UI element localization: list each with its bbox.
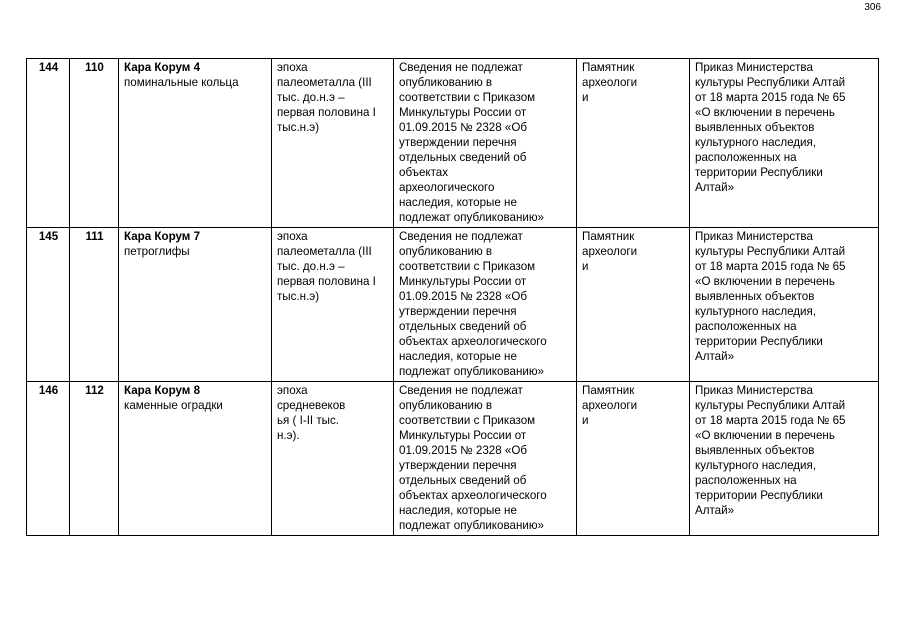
document-cell: Приказ Министерства культуры Республики Алтай от 18 марта 2015 года № 65 «О включении в перечень выявленных объектов культурного наследия, расположенных на территории Республики Алтай» <box>690 382 879 536</box>
row-number: 144 <box>27 59 70 228</box>
object-cell <box>119 59 272 228</box>
object-name: Кара Корум 8 <box>124 384 201 397</box>
table-row <box>27 228 879 382</box>
object-cell <box>119 382 272 536</box>
category-cell: Памятник археологи и <box>577 382 690 536</box>
object-cell <box>119 228 272 382</box>
heritage-registry-table <box>26 58 879 536</box>
document-cell: Приказ Министерства культуры Республики Алтай от 18 марта 2015 года № 65 «О включении в перечень выявленных объектов культурного наследия, расположенных на территории Республики Алтай» <box>690 228 879 382</box>
location-cell: Сведения не подлежат опубликованию в соответствии с Приказом Минкультуры России от 01.09.2015 № 2328 «Об утверждении перечня отдельных сведений об объектах археологического наследия, которые не подлежат опубликованию» <box>394 59 577 228</box>
object-name: Кара Корум 4 <box>124 61 201 74</box>
table-row <box>27 382 879 536</box>
object-number: 112 <box>70 382 119 536</box>
object-type: петроглифы <box>124 245 190 258</box>
row-number: 145 <box>27 228 70 382</box>
object-name: Кара Корум 7 <box>124 230 201 243</box>
dating-cell: эпоха палеометалла (III тыс. до.н.э – первая половина I тыс.н.э) <box>272 59 394 228</box>
dating-cell: эпоха средневеков ья ( I-II тыс. н.э). <box>272 382 394 536</box>
table-row <box>27 59 879 228</box>
object-type: поминальные кольца <box>124 76 239 89</box>
category-cell: Памятник археологи и <box>577 59 690 228</box>
document-cell: Приказ Министерства культуры Республики Алтай от 18 марта 2015 года № 65 «О включении в перечень выявленных объектов культурного наследия, расположенных на территории Республики Алтай» <box>690 59 879 228</box>
dating-cell: эпоха палеометалла (III тыс. до.н.э – первая половина I тыс.н.э) <box>272 228 394 382</box>
object-number: 111 <box>70 228 119 382</box>
object-type: каменные оградки <box>124 399 223 412</box>
location-cell: Сведения не подлежат опубликованию в соответствии с Приказом Минкультуры России от 01.09.2015 № 2328 «Об утверждении перечня отдельных сведений об объектах археологического наследия, которые не подлежат опубликованию» <box>394 228 577 382</box>
row-number: 146 <box>27 382 70 536</box>
page-number: 306 <box>864 2 881 13</box>
location-cell: Сведения не подлежат опубликованию в соответствии с Приказом Минкультуры России от 01.09.2015 № 2328 «Об утверждении перечня отдельных сведений об объектах археологического наследия, которые не подлежат опубликованию» <box>394 382 577 536</box>
category-cell: Памятник археологи и <box>577 228 690 382</box>
object-number: 110 <box>70 59 119 228</box>
